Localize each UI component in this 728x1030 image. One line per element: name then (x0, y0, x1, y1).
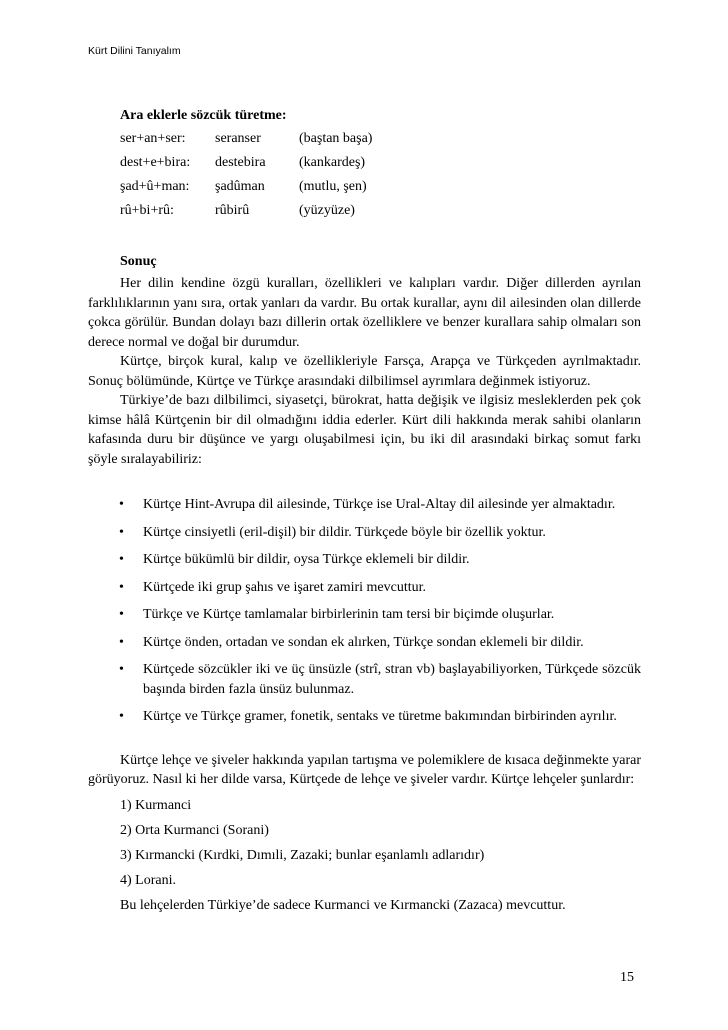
list-item-text: Kürtçe ve Türkçe gramer, fonetik, sentaks ve türetme bakımından birbirinden ayrılır. (143, 709, 617, 724)
body-paragraph: Her dilin kendine özgü kuralları, özellikleri ve kalıpları vardır. Diğer dillerden ayrılan farklılıklarının yanı sıra, ortak yanları da vardır. Bu ortak kurallar, aynı dil ailesinden olan dillerde çokca görülür. Bundan dolayı bazı dillerin ortak özelliklere ve benzer kurallara sahip olmaları son derece normal ve doğal bir durumdur. (88, 276, 641, 350)
bullet-icon: • (119, 524, 124, 540)
bullet-icon: • (119, 662, 124, 677)
derivation-section (88, 106, 641, 126)
list-item (88, 550, 641, 570)
formula-cell: şad+û+man: (120, 178, 190, 194)
dialect-item: 4) Lorani. (120, 872, 176, 888)
list-item-text: Kürtçede iki grup şahıs ve işaret zamiri mevcuttur. (143, 579, 427, 595)
meaning-cell: (yüzyüze) (299, 202, 355, 218)
list-item (88, 578, 641, 598)
word-cell: şadûman (215, 178, 265, 194)
running-header: Kürt Dilini Tanıyalım (88, 45, 181, 57)
derivation-row (120, 177, 372, 201)
formula-cell: ser+an+ser: (120, 130, 186, 146)
body-paragraph: Türkiye’de bazı dilbilimci, siyasetçi, bürokrat, hatta değişik ve ilgisiz mesleklerden pek çok kimse hâlâ Kürtçenin bir dil olmadığını iddia ederler. Kürt dili hakkında merak sahibi olanların kafasında duru bir düşünce ve yargı oluşabilmesi için, bu iki dil arasındaki birkaç somut farkı şöyle sıralayabiliriz: (88, 393, 641, 467)
list-item (88, 633, 641, 653)
differences-list (88, 495, 641, 727)
page-body (88, 106, 641, 915)
bullet-icon: • (119, 579, 124, 595)
word-cell: destebira (215, 154, 266, 170)
dialect-item: 1) Kurmanci (120, 797, 192, 813)
body-paragraph: Kürtçe lehçe ve şiveler hakkında yapılan tartışma ve polemiklere de kısaca değinmekte yarar görüyoruz. Nasıl ki her dilde varsa, Kürtçede de lehçe ve şiveler vardır. Kürtçe lehçeler şunlardır: (88, 752, 641, 787)
body-paragraph: Kürtçe, birçok kural, kalıp ve özellikleriyle Farsça, Arapça ve Türkçeden ayrılmaktadır. Sonuç bölümünde, Kürtçe ve Türkçe arasındaki dilbilimsel ayrımlara değinmek istiyoruz. (88, 354, 641, 389)
conclusion-section (88, 252, 641, 272)
list-item (88, 495, 641, 515)
dialect-item: 2) Orta Kurmanci (Sorani) (120, 822, 269, 838)
list-item-text: Kürtçe önden, ortadan ve sondan ek alırken, Türkçe sondan eklemeli bir dildir. (143, 634, 584, 650)
formula-cell: dest+e+bira: (120, 154, 191, 170)
formula-cell: rû+bi+rû: (120, 202, 174, 218)
derivation-row (120, 201, 372, 225)
meaning-cell: (mutlu, şen) (299, 178, 367, 194)
bullet-icon: • (119, 634, 124, 650)
derivation-row (120, 129, 372, 153)
list-item-text: Türkçe ve Kürtçe tamlamalar birbirlerinin tam tersi bir biçimde oluşurlar. (143, 607, 555, 622)
list-item (88, 523, 641, 543)
derivation-heading: Ara eklerle sözcük türetme: (120, 108, 287, 123)
dialect-item: 3) Kırmancki (Kırdki, Dımıli, Zazaki; bunlar eşanlamlı adlarıdır) (120, 847, 485, 863)
bullet-icon: • (119, 497, 124, 512)
word-cell: seranser (215, 130, 261, 146)
list-item (88, 660, 641, 699)
page-number: 15 (620, 970, 634, 985)
list-item (88, 707, 641, 727)
bullet-icon: • (119, 709, 124, 724)
list-item-text: Kürtçe cinsiyetli (eril-dişil) bir dildir. Türkçede böyle bir özellik yoktur. (143, 524, 546, 540)
list-item-text: Kürtçede sözcükler iki ve üç ünsüzle (strî, stran vb) başlayabiliyorken, Türkçede sözcük başında birden fazla ünsüz bulunmaz. (143, 662, 641, 697)
list-item-text: Kürtçe bükümlü bir dildir, oysa Türkçe eklemeli bir dildir. (143, 552, 470, 567)
conclusion-heading: Sonuç (120, 253, 157, 269)
word-cell: rûbirû (215, 202, 250, 218)
bullet-icon: • (119, 607, 124, 622)
derivation-row (120, 153, 372, 177)
list-item-text: Kürtçe Hint-Avrupa dil ailesinde, Türkçe ise Ural-Altay dil ailesinde yer almaktadır. (143, 497, 616, 512)
derivation-table (120, 129, 372, 225)
bullet-icon: • (119, 552, 124, 567)
list-item (88, 605, 641, 625)
meaning-cell: (baştan başa) (299, 130, 373, 146)
final-sentence: Bu lehçelerden Türkiye’de sadece Kurmanci ve Kırmancki (Zazaca) mevcuttur. (120, 897, 566, 913)
meaning-cell: (kankardeş) (299, 154, 366, 170)
